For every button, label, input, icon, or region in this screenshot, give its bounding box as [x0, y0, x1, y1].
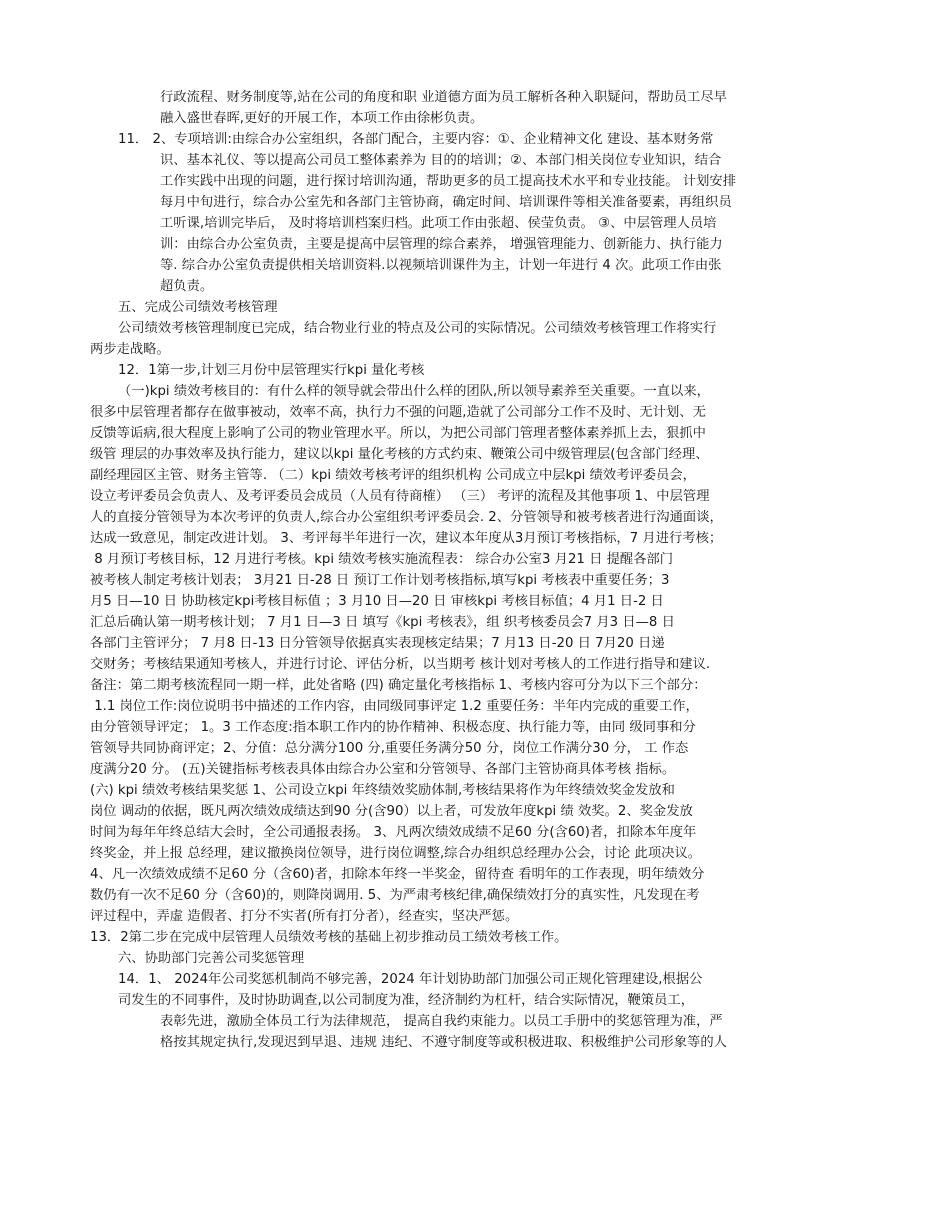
text-line: 工听课,培训完毕后， 及时将培训档案归档。此项工作由张超、侯莹负责。 ③、中层管理人员培 — [160, 216, 717, 231]
text-line: 度满分20 分。 (五)关键指标考核表具体由综合办公室和分管领导、各部门主管协商具体考核 指标。 — [90, 762, 676, 777]
text-line: 设立考评委员会负责人、及考评委员会成员（人员有待商榷） （三） 考评的流程及其他事项 1、中层管理 — [90, 489, 710, 504]
text-line: 月5 日—10 日 协助核定kpi考核目标值 ；3 月10 日—20 日 审核kpi 考核目标值；4 月1 日-2 日 — [90, 594, 664, 609]
text-line: 岗位 调动的依据，既凡两次绩效成绩达到90 分(含90）以上者，可发放年度kpi 绩 效奖。2、奖金发放 — [90, 804, 693, 819]
text-line: 时间为每年年终总结大会时，全公司通报表扬。 3、凡两次绩效成绩不足60 分(含60)者，扣除本年度年 — [90, 825, 697, 840]
text-line: 13．2第二步在完成中层管理人员绩效考核的基础上初步推动员工绩效考核工作。 — [90, 930, 568, 945]
text-line: 超负责。 — [160, 279, 214, 294]
text-line: 终奖金，并上报 总经理，建议撤换岗位领导，进行岗位调整,综合办组织总经理办公会，讨论 此项决议。 — [90, 846, 702, 861]
text-line: 反馈等诟病,很大程度上影响了公司的物业管理水平。所以，为把公司部门管理者整体素养抓上去，狠抓中 — [90, 426, 706, 441]
text-line: 公司绩效考核管理制度已完成，结合物业行业的特点及公司的实际情况。公司绩效考核管理工作将实行 — [118, 321, 717, 336]
text-line: 行政流程、财务制度等,站在公司的角度和职 业道德方面为员工解析各种入职疑问，帮助员工尽早 — [160, 90, 727, 105]
text-line: 很多中层管理者都存在做事被动，效率不高，执行力不强的问题,造就了公司部分工作不及时、无计划、无 — [90, 405, 706, 420]
text-line: 融入盛世春晖,更好的开展工作，本项工作由徐彬负责。 — [160, 111, 484, 126]
text-line: 各部门主管评分； 7 月8 日-13 日分管领导依据真实表现核定结果；7 月13 日-20 日 7月20 日递 — [90, 636, 665, 651]
text-line: 两步走战略。 — [90, 342, 170, 357]
text-line: 训：由综合办公室负责，主要是提高中层管理的综合素养， 增强管理能力、创新能力、执行能力 — [160, 237, 723, 252]
text-line: 副经理园区主管、财务主管等. （二）kpi 绩效考核考评的组织机构 公司成立中层kpi 绩效考评委员会， — [90, 468, 696, 483]
text-line: 数仍有一次不足60 分（含60)的，则降岗调用. 5、为严肃考核纪律,确保绩效打分的真实性，凡发现在考 — [90, 888, 700, 903]
text-line: 评过程中，弄虚 造假者、打分不实者(所有打分者），经查实，坚决严惩。 — [90, 909, 519, 924]
text-line: 六、协助部门完善公司奖惩管理 — [118, 951, 305, 966]
text-line: 1.1 岗位工作:岗位说明书中描述的工作内容，由同级同事评定 1.2 重要任务：半年内完成的重要工作， — [90, 699, 699, 714]
text-line: 达成一致意见，制定改进计划。 3、考评每半年进行一次，建议本年度从3月预订考核指标，7 月进行考核； — [90, 531, 723, 546]
text-line: 工作实践中出现的问题，进行探讨培训沟通，帮助更多的员工提高技术水平和专业技能。 计划安排 — [160, 174, 736, 189]
text-line: 等. 综合办公室负责提供相关培训资料.以视频培训课件为主，计划一年进行 4 次。此项工作由张 — [160, 258, 722, 273]
text-line: 每月中旬进行，综合办公室先和各部门主管协商，确定时间、培训课件等相关准备要素，再组织员 — [160, 195, 732, 210]
text-line: 识、基本礼仪、等以提高公司员工整体素养为 目的的培训；②、本部门相关岗位专业知识，结合 — [160, 153, 722, 168]
text-line: 管领导共同协商评定；2、分值：总分满分100 分,重要任务满分50 分，岗位工作满分30 分， 工 作态 — [90, 741, 689, 756]
text-line: (六) kpi 绩效考核结果奖惩 1、公司设立kpi 年终绩效奖励体制,考核结果将作为年终绩效奖金发放和 — [90, 783, 675, 798]
section-heading: 14．1、 2024年公司奖惩机制尚不够完善，2024 年计划协助部门加强公司正规化管理建设,根据公 — [118, 972, 703, 987]
text-line: 汇总后确认第一期考核计划； 7 月1 日—3 日 填写《kpi 考核表》，组 织考核委员会7 月3 日—8 日 — [90, 615, 675, 630]
section-heading: 五、完成公司绩效考核管理 — [118, 300, 278, 315]
text-line: 由分管领导评定； 1。3 工作态度:指本职工作内的协作精神、积极态度、执行能力等，由同 级同事和分 — [90, 720, 696, 735]
text-line: 4、凡一次绩效成绩不足60 分（含60)者，扣除本年终一半奖金，留待查 看明年的工作表现，明年绩效分 — [90, 867, 705, 882]
text-line: 级管 理层的办事效率及执行能力，建议以kpi 量化考核的方式约束、鞭策公司中级管理层(包含部门经理、 — [90, 447, 709, 462]
text-line: 8 月预订考核目标，12 月进行考核。kpi 绩效考核实施流程表： 综合办公室3 月21 日 提醒各部门 — [90, 552, 674, 567]
text-line: 被考核人制定考核计划表； 3月21 日-28 日 预订工作计划考核指标,填写kpi 考核表中重要任务；3 — [90, 573, 670, 588]
text-line: 表彰先进，激励全体员工行为法律规范， 提高自我约束能力。以员工手册中的奖惩管理为准，严 — [160, 1014, 723, 1029]
text-line: 人的直接分管领导为本次考评的负责人,综合办公室组织考评委员会. 2、分管领导和被考核者进行沟通面谈， — [90, 510, 723, 525]
text-line: 格按其规定执行,发现迟到早退、违规 违纪、不遵守制度等或积极进取、积极维护公司形象等的人 — [160, 1035, 727, 1050]
text-line: 11． 2、专项培训:由综合办公室组织，各部门配合，主要内容：①、企业精神文化 建设、基本财务常 — [118, 132, 714, 147]
text-line: 备注：第二期考核流程同一期一样，此处省略 (四) 确定量化考核指标 1、考核内容可分为以下三个部分： — [90, 678, 707, 693]
text-line: 12．1第一步,计划三月份中层管理实行kpi 量化考核 — [118, 363, 425, 378]
text-line: （一)kpi 绩效考核目的：有什么样的领导就会带出什么样的团队,所以领导素养至关重要。一直以来， — [118, 384, 710, 399]
text-line: 交财务；考核结果通知考核人，并进行讨论、评估分析，以当期考 核计划对考核人的工作进行指导和建议. — [90, 657, 711, 672]
text-line: 司发生的不同事件，及时协助调查,以公司制度为准，经济制约为杠杆，结合实际情况，鞭策员工， — [118, 993, 694, 1008]
